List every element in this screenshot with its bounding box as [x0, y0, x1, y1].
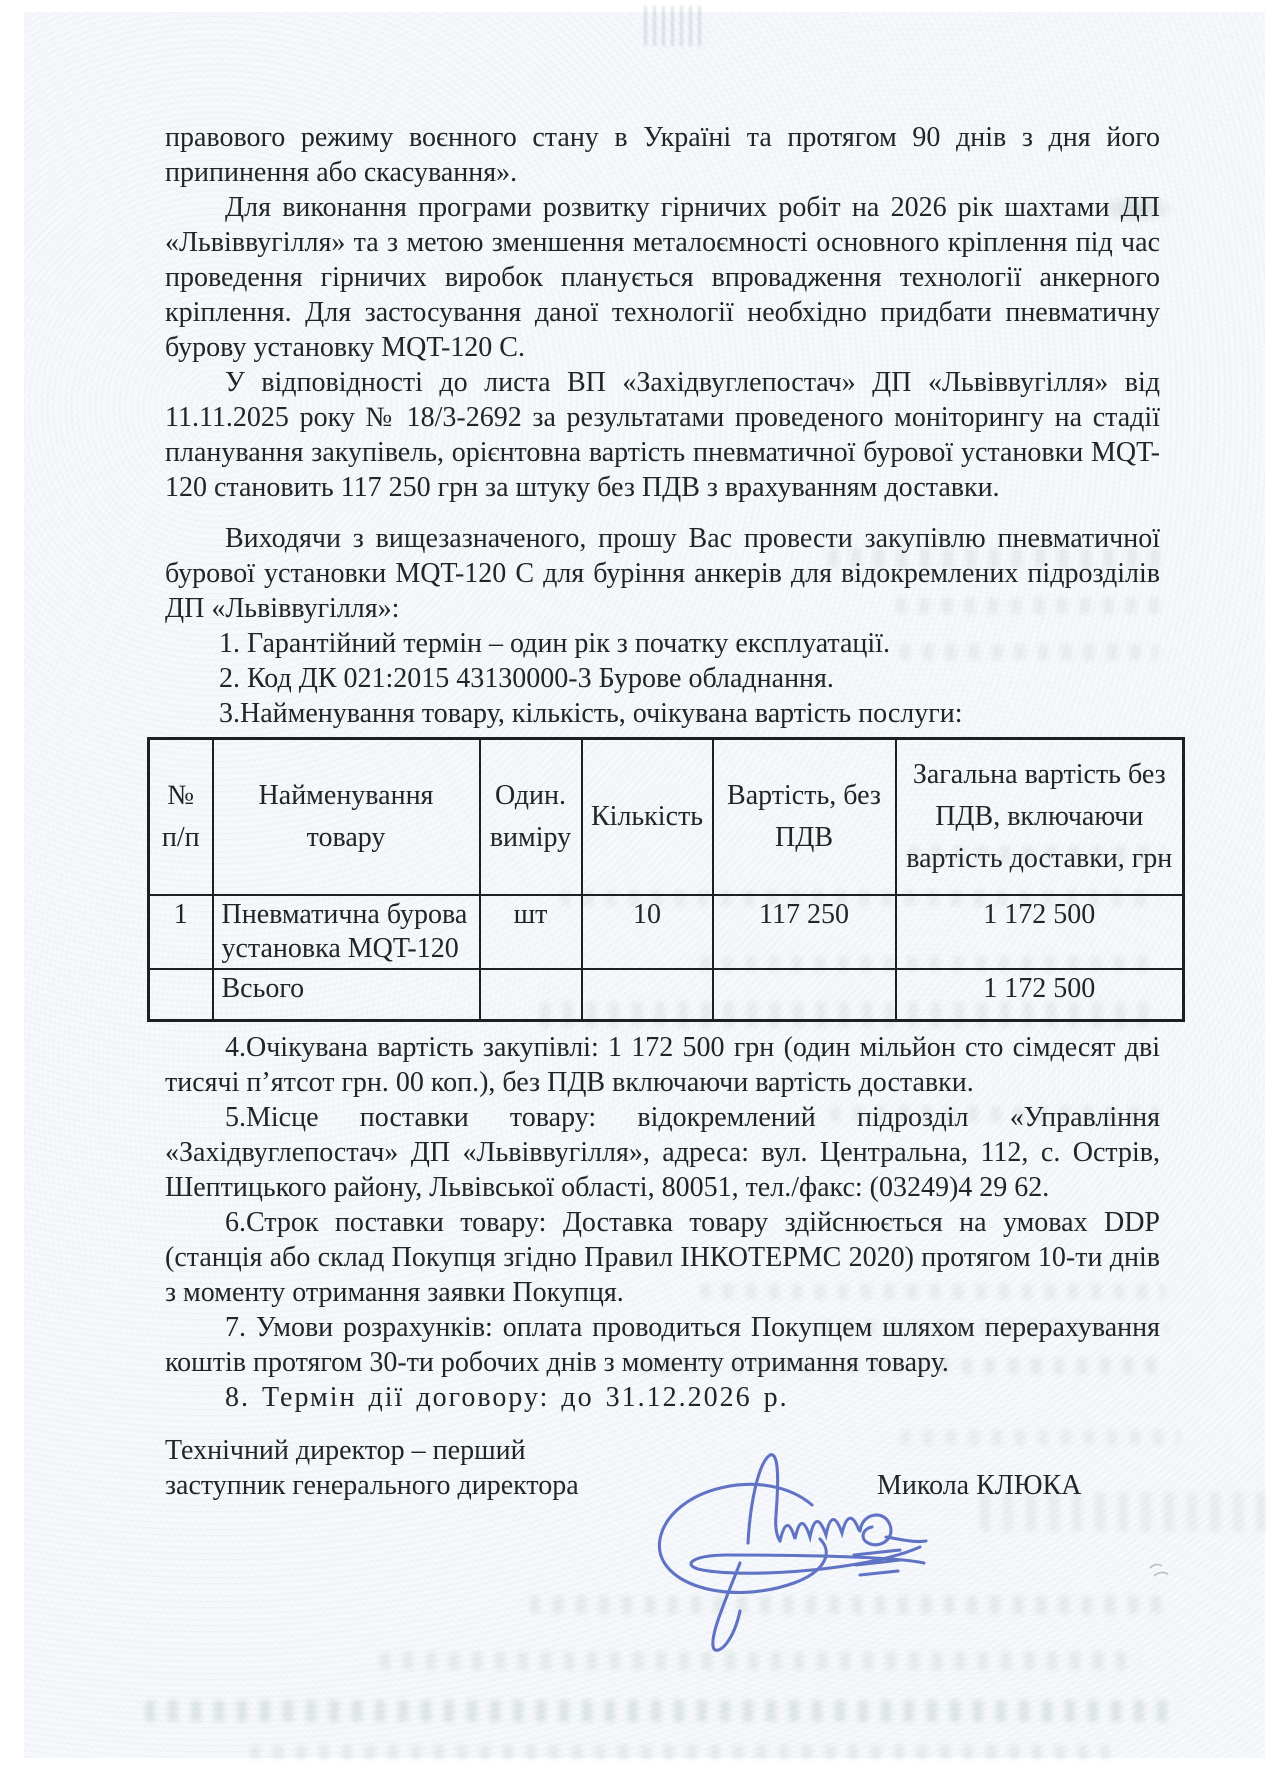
signoff-name: Микола КЛЮКА — [877, 1470, 1082, 1501]
signature-autograph — [598, 1443, 958, 1658]
scan-artifact — [250, 1745, 1110, 1760]
header-name: Найменування товару — [213, 739, 480, 895]
scan-edge-left — [0, 0, 24, 1770]
header-unit: Один. виміру — [480, 739, 582, 895]
point-contract-term: 8. Термін дії договору: до 31.12.2026 р. — [225, 1382, 789, 1413]
paragraph-procurement-request: Виходячи з вищезазначеного, прошу Вас провести закупівлю пневматичної бурової установки MQT-120 С для буріння анкерів для відокремлених підрозділів ДП «Львіввугілля»: — [165, 523, 1160, 624]
header-total: Загальна вартість без ПДВ, включаючи вартість доставки, грн — [896, 739, 1184, 895]
table-row-item-1 — [149, 895, 1184, 969]
scan-edge-top — [0, 0, 1272, 12]
header-quantity: Кількість — [582, 739, 713, 895]
cell-quantity — [582, 969, 713, 1021]
cell-price — [713, 969, 896, 1021]
table-row-total — [149, 969, 1184, 1021]
list-item-goods-intro: 3.Найменування товару, кількість, очікувана вартість послуги: — [219, 698, 963, 729]
point-payment-terms: 7. Умови розрахунків: оплата проводиться Покупцем шляхом перерахування коштів протягом 30-ти робочих днів з моменту отримання товару. — [165, 1312, 1160, 1378]
table-header-row — [149, 739, 1184, 895]
point-delivery-term: 6.Строк поставки товару: Доставка товару здійснюється на умовах DDP (станція або склад Покупця згідно Правил ІНКОТЕРМС 2020) протягом 10-ти днів з моменту отримання заявки Покупця. — [165, 1207, 1160, 1308]
cell-unit: шт — [480, 895, 582, 969]
cell-quantity: 10 — [582, 895, 713, 969]
cell-number — [149, 969, 213, 1021]
cell-price: 117 250 — [713, 895, 896, 969]
point-delivery-place: 5.Місце поставки товару: відокремлений підрозділ «Управління «Західвуглепостач» ДП «Львіввугілля», адреса: вул. Центральна, 112, с. Острів, Шептицького району, Львівської області, 80051, тел./факс: (03249)4 29 62. — [165, 1102, 1160, 1203]
cell-name: Пневматична бурова установка MQT-120 — [213, 895, 480, 969]
list-item-dk-code: 2. Код ДК 021:2015 43130000-3 Бурове обладнання. — [219, 663, 834, 694]
point-expected-value: 4.Очікувана вартість закупівлі: 1 172 500 грн (один мільйон сто сімдесят дві тисячі п’ятсот грн. 00 коп.), без ПДВ включаючи вартість доставки. — [165, 1032, 1160, 1098]
cell-total-label: Всього — [213, 969, 480, 1021]
procurement-table — [147, 737, 1185, 1022]
cell-total: 1 172 500 — [896, 969, 1184, 1021]
cell-number: 1 — [149, 895, 213, 969]
list-item-warranty: 1. Гарантійний термін – один рік з початку експлуатації. — [219, 628, 890, 659]
header-price: Вартість, без ПДВ — [713, 739, 896, 895]
paragraph-program-2026: Для виконання програми розвитку гірничих робіт на 2026 рік шахтами ДП «Львіввугілля» та з метою зменшення металоємності основного кріплення під час проведення гірничих виробок планується впровадження технології анкерного кріплення. Для застосування даної технології необхідно придбати пневматичну бурову установку MQT-120 С. — [165, 192, 1160, 363]
scan-artifact — [644, 6, 702, 46]
paragraph-price-monitoring: У відповідності до листа ВП «Західвуглепостач» ДП «Львіввугілля» від 11.11.2025 року № 18/3-2692 за результатами проведеного моніторингу на стадії планування закупівель, орієнтовна вартість пневматичної бурової установки MQT-120 становить 117 250 грн за штуку без ПДВ з врахуванням доставки. — [165, 367, 1160, 503]
header-number: № п/п — [149, 739, 213, 895]
cell-total: 1 172 500 — [896, 895, 1184, 969]
scan-artifact — [145, 1700, 1180, 1722]
letter-body — [161, 120, 1173, 1573]
conditions-list — [165, 626, 1160, 731]
paragraph-continuation: правового режиму воєнного стану в Україні та протягом 90 днів з дня його припинення або скасування». — [165, 122, 1160, 188]
cell-unit — [480, 969, 582, 1021]
signoff-position-line2: заступник генерального директора — [165, 1470, 579, 1501]
signoff-position-line1: Технічний директор – перший — [165, 1435, 526, 1466]
